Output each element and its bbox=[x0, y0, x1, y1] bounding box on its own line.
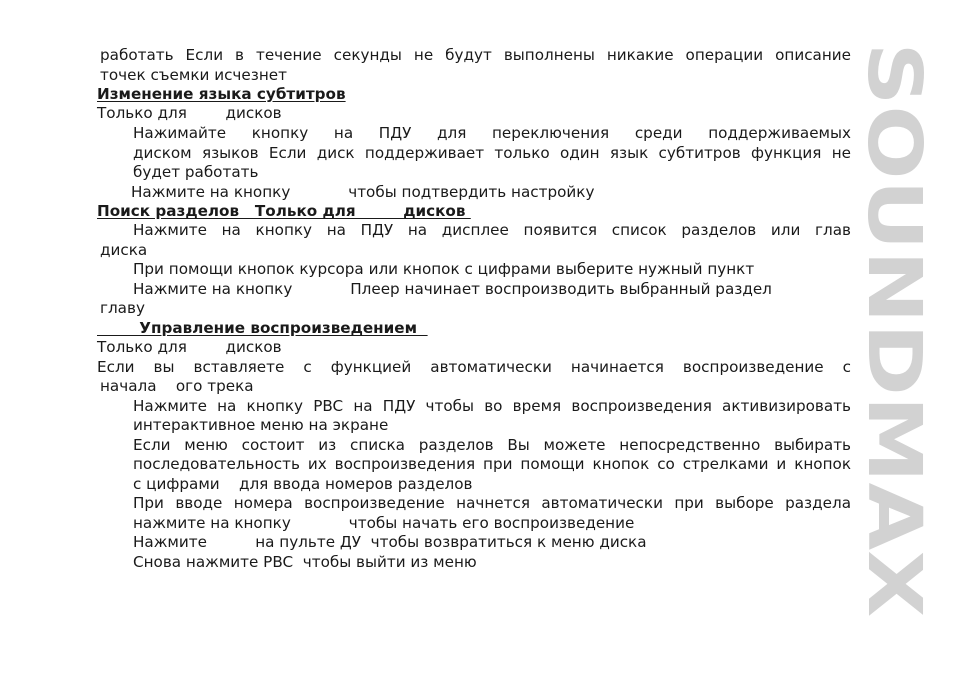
body-line: Нажимайте кнопку на ПДУ для переключения среди поддерживаемых bbox=[133, 124, 851, 142]
body-line: Если вы вставляете с функцией автоматически начинается воспроизведение с bbox=[97, 358, 851, 376]
section-heading-playback-control: Управление воспроизведением bbox=[97, 319, 428, 337]
body-line: Нажмите на пульте ДУ чтобы возвратиться к меню диска bbox=[133, 533, 647, 551]
soundmax-logo bbox=[851, 40, 937, 620]
body-line: Снова нажмите PBC чтобы выйти из меню bbox=[133, 553, 477, 571]
body-line: Нажмите на кнопку PBC на ПДУ чтобы во время воспроизведения активизировать bbox=[133, 397, 851, 415]
body-line: будет работать bbox=[133, 163, 259, 181]
body-line: При помощи кнопок курсора или кнопок с цифрами выберите нужный пункт bbox=[133, 260, 755, 278]
body-line: диском языков Если диск поддерживает только один язык субтитров функция не bbox=[133, 144, 851, 162]
body-line: нажмите на кнопку чтобы начать его воспроизведение bbox=[133, 514, 635, 532]
body-line: диска bbox=[100, 241, 148, 259]
body-line: интерактивное меню на экране bbox=[133, 416, 389, 434]
soundmax-logo-text: SOUNDMAX bbox=[851, 42, 937, 531]
body-line: точек съемки исчезнет bbox=[100, 66, 287, 84]
body-line: Нажмите на кнопку на ПДУ на дисплее появится список разделов или глав bbox=[133, 221, 851, 239]
body-line: Нажмите на кнопку чтобы подтвердить настройку bbox=[131, 183, 595, 201]
section-heading-subtitle-language: Изменение языка субтитров bbox=[97, 85, 346, 103]
body-line: Нажмите на кнопку Плеер начинает воспроизводить выбранный раздел bbox=[133, 280, 772, 298]
body-line: Если меню состоит из списка разделов Вы можете непосредственно выбирать bbox=[133, 436, 851, 454]
body-line: работать Если в течение секунды не будут выполнены никакие операции описание bbox=[100, 46, 851, 64]
body-line: Только для дисков bbox=[97, 104, 282, 122]
section-heading-chapter-search: Поиск разделов Только для дисков bbox=[97, 202, 471, 220]
body-line: Только для дисков bbox=[97, 338, 282, 356]
body-line: главу bbox=[100, 299, 145, 317]
body-line: При вводе номера воспроизведение начнется автоматически при выборе раздела bbox=[133, 494, 851, 512]
body-line: последовательность их воспроизведения при помощи кнопок со стрелками и кнопок bbox=[133, 455, 851, 473]
body-line: с цифрами для ввода номеров разделов bbox=[133, 475, 473, 493]
body-line: начала ого трека bbox=[100, 377, 254, 395]
